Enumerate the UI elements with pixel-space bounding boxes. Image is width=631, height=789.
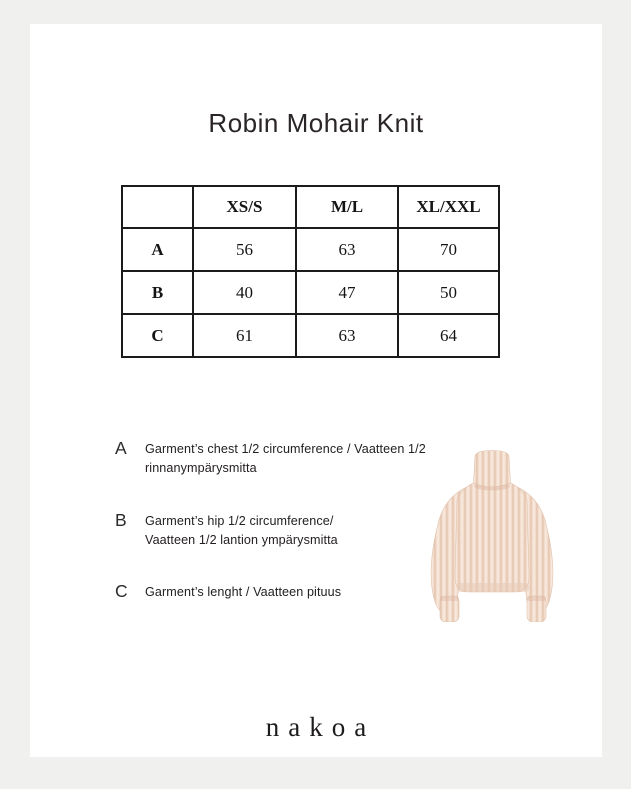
size-value: 47 <box>296 271 398 314</box>
size-value: 50 <box>398 271 499 314</box>
product-photo <box>428 450 558 622</box>
measurement-letter-b: B <box>115 510 127 530</box>
size-guide-card <box>30 24 602 757</box>
measurement-description-line: Garment’s chest 1/2 circumference / Vaatteen 1/2 <box>145 442 426 456</box>
size-value: 40 <box>193 271 296 314</box>
measurement-description-line: Vaatteen 1/2 lantion ympärysmitta <box>145 532 338 547</box>
measurement-item-b <box>115 512 460 549</box>
measure-row-label-c: C <box>122 314 193 357</box>
measurement-description-c <box>145 583 460 602</box>
measurement-item-c <box>115 583 460 602</box>
table-row-c <box>122 314 499 357</box>
size-col-header-xs-s: XS/S <box>193 186 296 228</box>
measurement-description-line: Garment’s lenght / Vaatteen pituus <box>145 585 342 599</box>
size-col-header-xl-xxl: XL/XXL <box>398 186 499 228</box>
measurement-letter-c: C <box>115 581 128 601</box>
measure-row-label-a: A <box>122 228 193 271</box>
size-value: 63 <box>296 228 398 271</box>
table-row-b <box>122 271 499 314</box>
measurement-item-a <box>115 440 460 477</box>
measure-row-label-b: B <box>122 271 193 314</box>
size-table-header-row <box>122 186 499 228</box>
brand-logo: nakoa <box>265 712 376 742</box>
size-value: 56 <box>193 228 296 271</box>
measurement-letter-a: A <box>115 438 127 458</box>
size-value: 63 <box>296 314 398 357</box>
size-table <box>121 185 500 358</box>
measurement-description-line: rinnanympärysmitta <box>145 460 257 475</box>
measurement-description-b <box>145 512 460 549</box>
size-value: 64 <box>398 314 499 357</box>
table-row-a <box>122 228 499 271</box>
sweater-image <box>428 450 558 622</box>
size-table-corner-cell <box>122 186 193 228</box>
measurement-description-line: Garment’s hip 1/2 circumference/ <box>145 514 334 528</box>
page-title: Robin Mohair Knit <box>208 108 424 138</box>
size-value: 61 <box>193 314 296 357</box>
measurement-description-a <box>145 440 460 477</box>
size-value: 70 <box>398 228 499 271</box>
size-col-header-m-l: M/L <box>296 186 398 228</box>
